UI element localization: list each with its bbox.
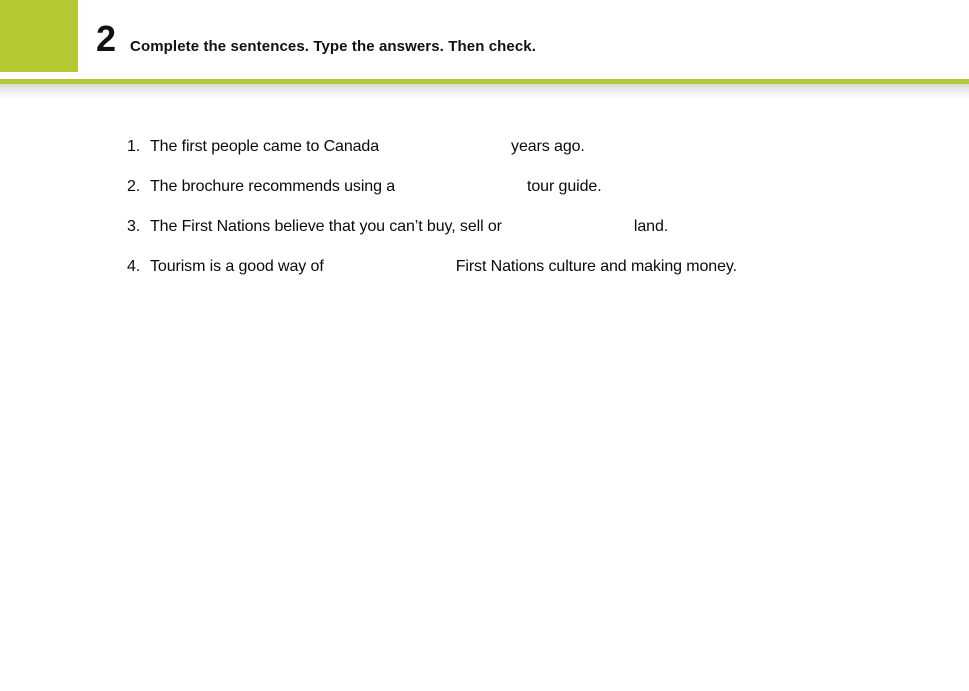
sentence-row-1 [127, 138, 737, 160]
sentence-text-before: Tourism is a good way of [150, 258, 324, 275]
sentence-text-before: The first people came to Canada [150, 138, 380, 155]
sentence-number: 2. [127, 178, 141, 195]
sentence-text-after: land. [633, 218, 669, 235]
sentence-text-before: The First Nations believe that you can’t buy, sell or [150, 218, 502, 235]
answer-input-4[interactable] [330, 258, 450, 276]
sentence-text-after: years ago. [511, 138, 585, 155]
corner-accent-square [0, 0, 78, 72]
sentence-row-3 [127, 218, 737, 240]
exercise-number: 2 [96, 18, 116, 59]
sentence-text-after: First Nations culture and making money. [455, 258, 737, 275]
exercise-header [96, 18, 536, 60]
sentence-text-after: tour guide. [527, 178, 602, 195]
sentence-list [127, 138, 737, 298]
sentence-number: 3. [127, 218, 141, 235]
sentence-row-2 [127, 178, 737, 200]
header-shadow [0, 84, 969, 100]
answer-input-2[interactable] [401, 178, 521, 196]
sentence-number: 1. [127, 138, 141, 155]
sentence-number: 4. [127, 258, 141, 275]
answer-input-3[interactable] [508, 218, 628, 236]
answer-input-1[interactable] [385, 138, 505, 156]
sentence-text-before: The brochure recommends using a [150, 178, 396, 195]
instruction-text: Complete the sentences. Type the answers. Then check. [130, 38, 537, 55]
sentence-row-4 [127, 258, 737, 280]
